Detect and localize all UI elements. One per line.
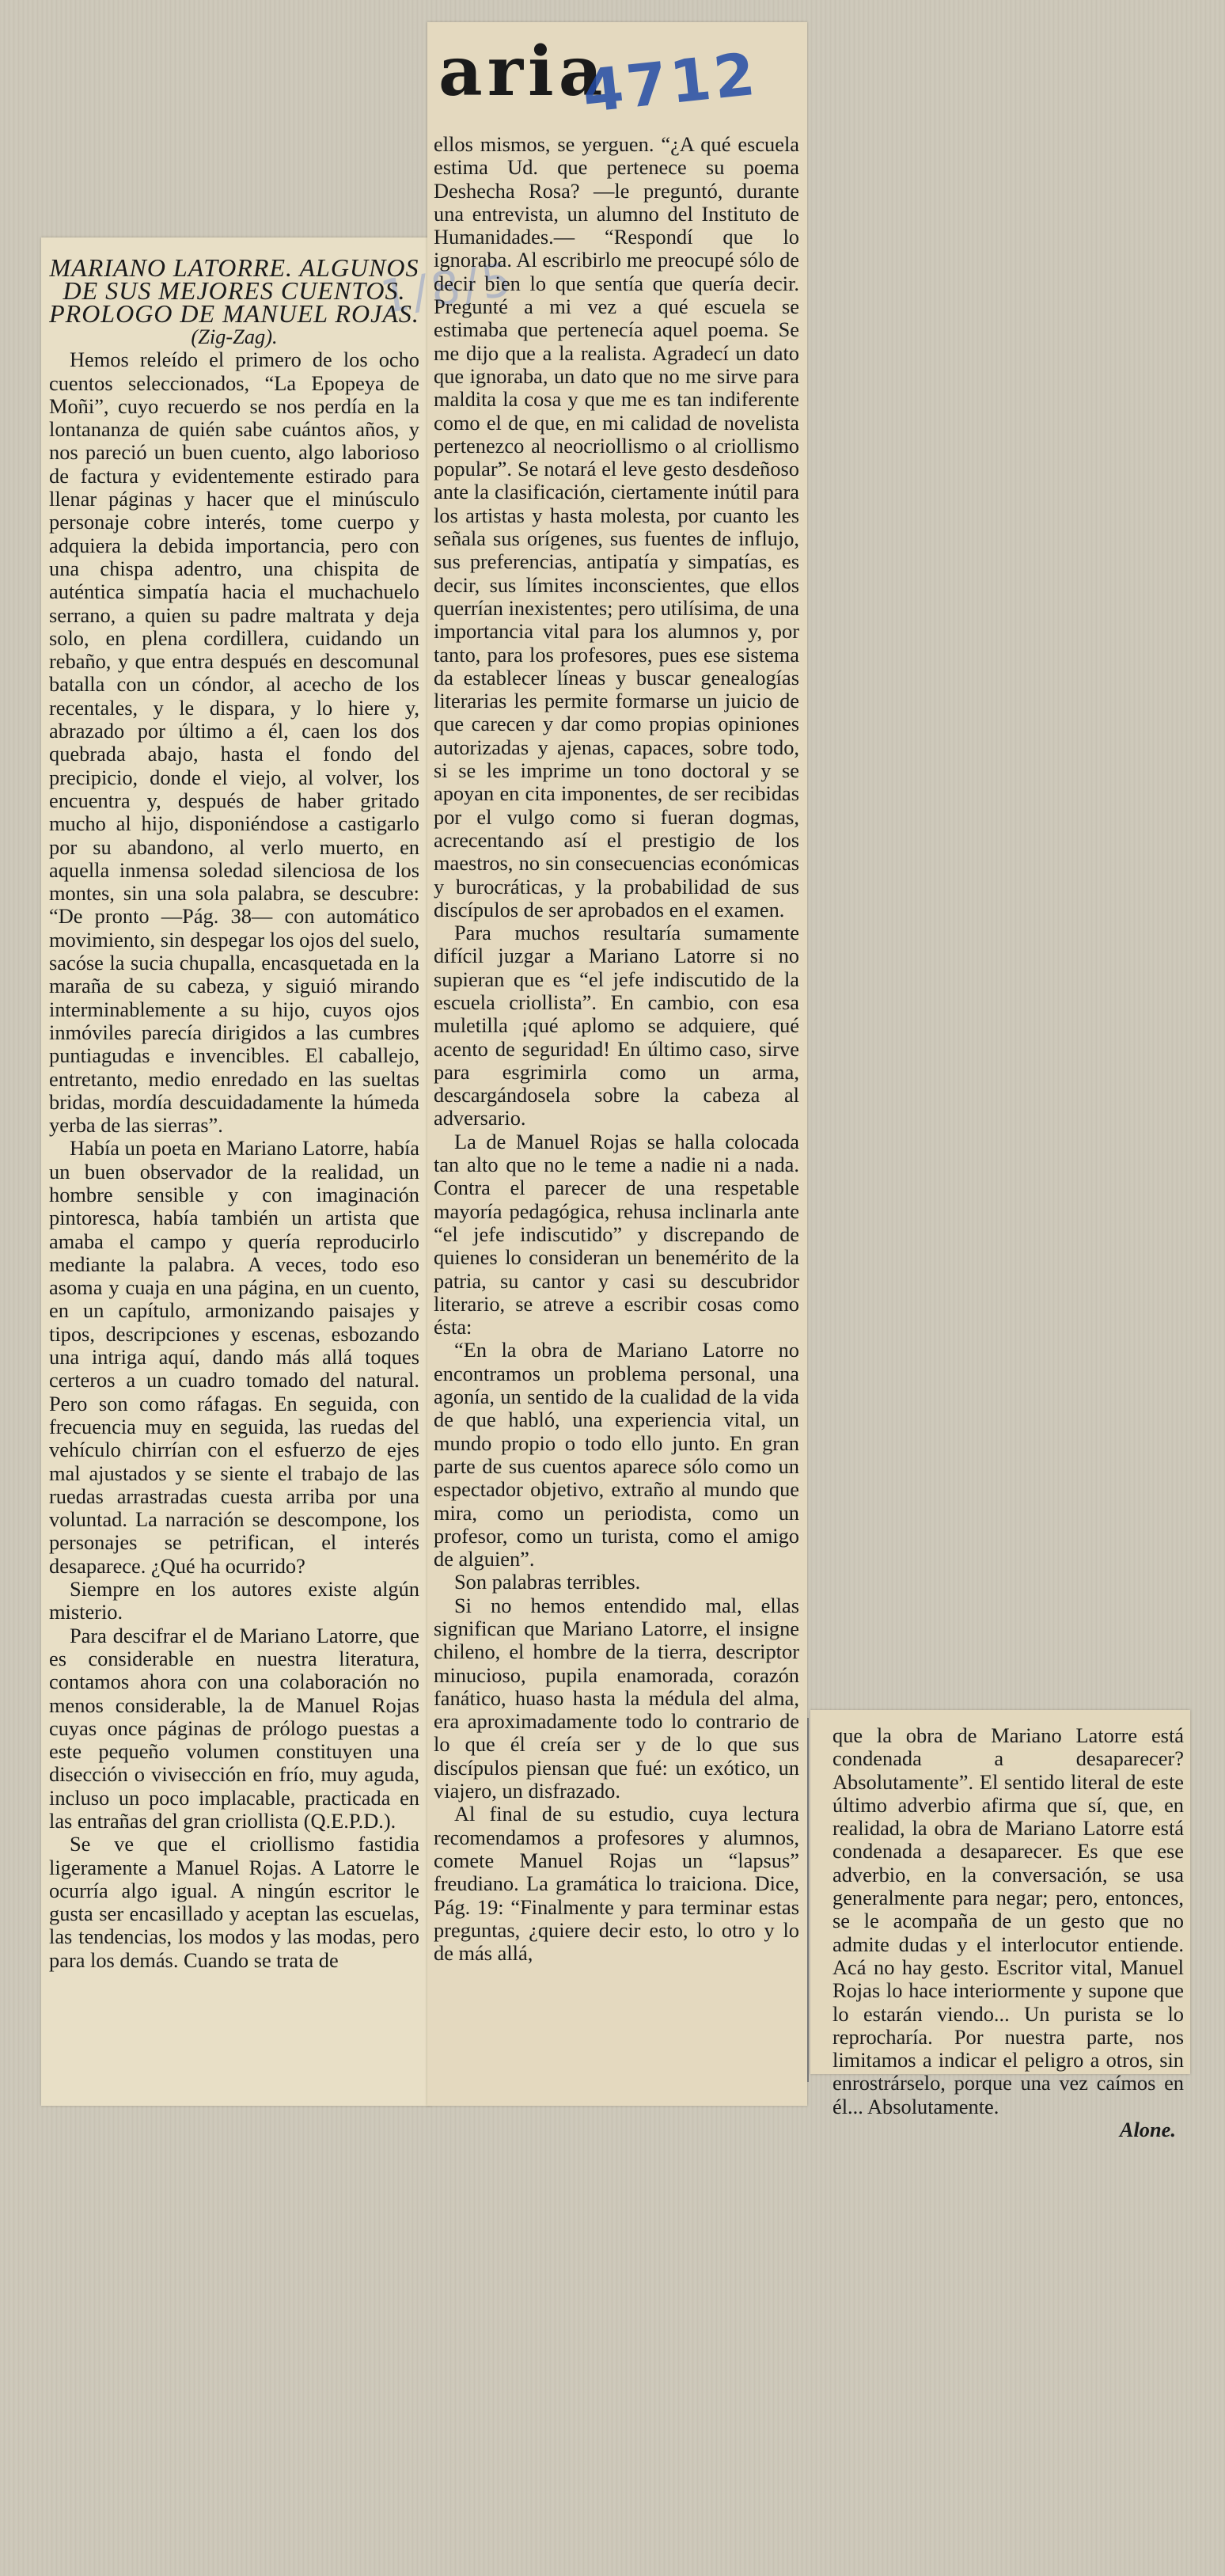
paragraph: Hemos releído el primero de los ocho cuentos seleccionados, “La Epopeya de Moñi”, cuyo recuerdo se nos perdía en la lontananza de quién sabe cuántos años, y nos pareció un buen cuento, algo laborioso de factura y evidentemente estirado para llenar páginas y hacer que el minúsculo personaje cobre interés, tome cuerpo y adquiera la debida importancia, pero con una chispa adentro, una chispita de auténtica simpatía hacia el muchachuelo serrano, a quien su padre maltrata y deja solo, en plena cordillera, cuidando un rebaño, y que entra después en descomunal batalla con un cóndor, al acecho de los recentales, y le dispara, y lo hiere y, abrazado por último a él, caen los dos quebrada abajo, hasta el fondo del precipicio, donde el viejo, al volver, los encuentra y, después de haber gritado mucho al hijo, disponiéndose a castigarlo por su abandono, al verlo muerto, en aquella inmensa soledad silenciosa de los montes, sin una sola palabra, se descubre: “De pronto —Pág. 38— con automático movimiento, sin despegar los ojos del suelo, sacóse la sucia chupalla, encasquetada en la maraña de su cabeza, y siguió mirando interminablemente a su hijo, cuyos ojos inmóviles parecía dirigidos a las cumbres puntiagudas e invencibles. El caballejo, entretanto, medio enredado en las sueltas bridas, mordía descuidadamente la húmeda yerba de las sierras”. <box>49 348 419 1138</box>
paragraph: Para descifrar el de Mariano Latorre, que es considerable en nuestra literatura, contamos ahora con una colaboración no menos considerable, la de Manuel Rojas cuyas once páginas de prólogo puestas a este pequeño volumen constituyen una disección o vivisección en frío, muy aguda, incluso un poco implacable, practicada en las entrañas del gran criollista (Q.E.P.D.). <box>49 1623 419 1833</box>
paragraph: ellos mismos, se yerguen. “¿A qué escuela estima Ud. que pertenece su poema Deshecha Rosa? —le preguntó, durante una entrevista, un alumno del Instituto de Humanidades.— “Respondí que lo ignoraba. Al escribirlo me preocupé sólo de decir bien lo que sentía que quería decir. Pregunté a mi vez a qué escuela se estimaba que pertenecía aquel poema. Se me dijo que a la realista. Agradecí un dato que ignoraba, un dato que no me sirve para maldita la cosa y que me es tan indiferente como el de que, en mi calidad de novelista pertenezco al neocriollismo o al criollismo popular”. Se notará el leve gesto desdeñoso ante la clasificación, ciertamente inútil para los artistas y hasta molesta, por cuanto les señala sus orígenes, sus fuentes de influjo, sus preferencias, antipatía y simpatías, es decir, sus límites inconscientes, que ellos querrían inexistentes; pero utilísima, de una importancia vital para los alumnos y, por tanto, para los profesores, pues ese sistema da establecer líneas y buscar genealogías literarias les permite formarse un juicio de que carecen y dar como propias opiniones autorizadas y ajenas, capaces, sobre todo, si se les imprime un tono doctoral y se apoyan en cita imponentes, de ser recibidas por el vulgo como si fueran dogmas, acrecentando así el prestigio de los maestros, no sin consecuencias económicas y burocráticas, y la probabilidad de sus discípulos de ser aprobados en el examen. <box>434 132 799 921</box>
paragraph: Son palabras terribles. <box>454 1570 641 1594</box>
paragraph: Había un poeta en Mariano Latorre, había un buen observador de la realidad, un hombre sensible y con imaginación pintoresca, había también un artista que amaba el campo y quería reproducirlo mediante la palabra. A veces, todo eso asoma y cuaja en una página, en un cuento, en un capítulo, armonizando paisajes y tipos, descripciones y escenas, esbozando una intriga aquí, dando más allá toques certeros a un cuadro tomado del natural. Pero son como ráfagas. En seguida, con frecuencia muy en seguida, las ruedas del vehículo chirrían con el esfuerzo de ejes mal ajustados y se siente el trabajo de las ruedas arrastradas cuesta arriba por una voluntad. La narración se descompone, los personajes se petrifican, el interés desaparece. ¿Qué ha ocurrido? <box>49 1136 419 1578</box>
author-signature: Alone. <box>1119 2118 1176 2142</box>
masthead-strip <box>427 22 807 127</box>
paragraph: La de Manuel Rojas se halla colocada tan alto que no le teme a nadie ni a nada. Contra el parecer de una respetable mayoría pedagógica, rehusa inclinarla ante “el jefe indiscutido” y discrepando de quienes lo consideran un benemérito de la patria, su cantor y casi su descubridor literario, se atreve a escribir cosas como ésta: <box>434 1129 799 1339</box>
handwritten-margin-mark: 1/8/5 <box>377 252 518 325</box>
article-publisher: (Zig-Zag). <box>191 325 278 348</box>
masthead-title: aria <box>438 32 608 112</box>
handwritten-note: 4712 <box>579 40 761 127</box>
paragraph: Al final de su estudio, cuya lectura recomendamos a profesores y alumnos, comete Manuel Rojas un “lapsus” freudiano. La gramática lo traiciona. Dice, Pág. 19: “Finalmente y para terminar estas preguntas, ¿quiere decir esto, lo otro y lo de más allá, <box>434 1802 799 1966</box>
article-column-3 <box>832 1724 1184 2141</box>
article-column-2 <box>434 133 799 1965</box>
paragraph: Siempre en los autores existe algún misterio. <box>49 1577 419 1624</box>
paragraph: que la obra de Mariano Latorre está condenada a desaparecer? Absolutamente”. El sentido literal de este último adverbio afirma que sí, que, en realidad, la obra de Mariano Latorre está condenada a desaparecer. Es que ese adverbio, en la conversación, se usa generalmente para negar; pero, entonces, se le acompaña de un gesto que no admite dudas y el interlocutor entiende. Acá no hay gesto. Escritor vital, Manuel Rojas lo hace interiormente y supone que lo estarán viendo... Un purista se lo reprocharía. Por nuestra parte, nos limitamos a indicar el peligro a otros, sin enrostrárselo, porque una vez caímos en él... Absolutamente. <box>832 1723 1184 2118</box>
column-rule <box>807 1718 809 2082</box>
paragraph: Para muchos resultaría sumamente difícil juzgar a Mariano Latorre si no supieran que es “el jefe indiscutido de la escuela criollista”. En cambio, con esa muletilla ¡qué aplomo se adquiere, qué acento de seguridad! En último caso, sirve para esgrimirla como un arma, descargándosela sobre la cabeza al adversario. <box>434 921 799 1130</box>
article-column-1 <box>49 253 419 1972</box>
paragraph: Si no hemos entendido mal, ellas significan que Mariano Latorre, el insigne chileno, el hombre de la tierra, descriptor minucioso, pupila enamorada, corazón fanático, huaso hasta la médula del alma, era aproximadamente todo lo contrario de lo que él creía ser y de lo que sus discípulos piensan que fué: un exótico, un viajero, un disfrazado. <box>434 1593 799 1803</box>
article-headline: MARIANO LATORRE. ALGUNOS DE SUS MEJORES CUENTOS. PROLOGO DE MANUEL ROJAS. <box>49 253 419 328</box>
paragraph: “En la obra de Mariano Latorre no encontramos un problema personal, una agonía, un sentido de la cualidad de la vida de que habló, una experiencia vital, un mundo propio o todo ello junto. En gran parte de sus cuentos aparece sólo como un espectador objetivo, extraño al mundo que mira, como un periodista, como un profesor, como un turista, como el amigo de alguien”. <box>434 1338 799 1571</box>
paragraph: Se ve que el criollismo fastidia ligeramente a Manuel Rojas. A Latorre le ocurría algo igual. A ningún escritor le gusta ser encasillado y aceptan las escuelas, las tendencias, los modos y las modas, pero para los demás. Cuando se trata de <box>49 1832 419 1972</box>
